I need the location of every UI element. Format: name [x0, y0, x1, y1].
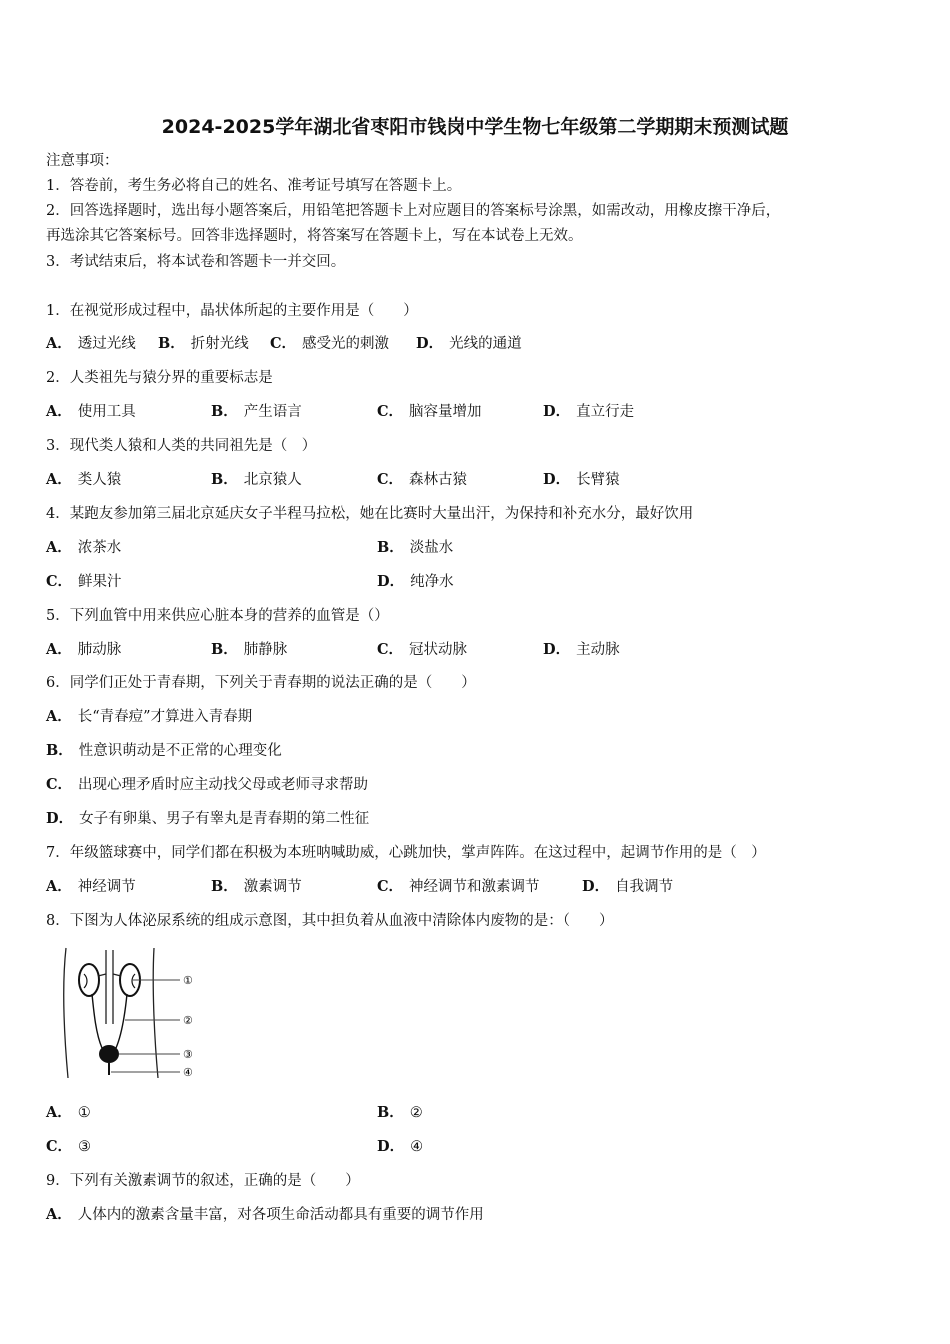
option-a[interactable]: A． ①	[46, 1104, 91, 1121]
option-d[interactable]: D． 纯净水	[377, 573, 454, 590]
question-stem: 8．下图为人体泌尿系统的组成示意图，其中担负着从血液中清除体内废物的是：（ ）	[46, 913, 614, 929]
option-b[interactable]: B． 折射光线	[158, 335, 249, 352]
option-b[interactable]: B． ②	[377, 1104, 423, 1121]
figure-label-2: ②	[183, 1014, 193, 1027]
question-stem: 2．人类祖先与猿分界的重要标志是	[46, 370, 273, 386]
question-stem: 3．现代类人猿和人类的共同祖先是（ ）	[46, 438, 317, 454]
option-d[interactable]: D． 女子有卵巢、男子有睾丸是青春期的第二性征	[46, 810, 370, 827]
option-a[interactable]: A． 神经调节	[46, 878, 136, 895]
option-c[interactable]: C． 鲜果汁	[46, 573, 122, 590]
option-d[interactable]: D． 自我调节	[582, 878, 674, 895]
question-stem: 4．某跑友参加第三届北京延庆女子半程马拉松，她在比赛时大量出汗，为保持和补充水分，最好饮用	[46, 506, 694, 522]
option-b[interactable]: B． 激素调节	[211, 878, 302, 895]
option-b[interactable]: B． 产生语言	[211, 403, 302, 420]
option-d[interactable]: D． 光线的通道	[416, 335, 522, 352]
question-stem: 1．在视觉形成过程中，晶状体所起的主要作用是（ ）	[46, 303, 418, 319]
option-b[interactable]: B． 肺静脉	[211, 641, 288, 658]
option-a[interactable]: A． 透过光线	[46, 335, 136, 352]
urinary-system-diagram	[58, 944, 208, 1080]
option-b[interactable]: B． 淡盐水	[377, 539, 454, 556]
figure-label-1: ①	[183, 974, 193, 987]
figure-label-4: ④	[183, 1066, 193, 1079]
option-a[interactable]: A． 浓茶水	[46, 539, 122, 556]
option-c[interactable]: C． ③	[46, 1138, 92, 1155]
option-c[interactable]: C． 感受光的刺激	[270, 335, 390, 352]
option-c[interactable]: C． 神经调节和激素调节	[377, 878, 540, 895]
option-b[interactable]: B． 北京猿人	[211, 471, 302, 488]
option-a[interactable]: A． 肺动脉	[46, 641, 122, 658]
option-d[interactable]: D． ④	[377, 1138, 424, 1155]
question-stem: 9．下列有关激素调节的叙述，正确的是（ ）	[46, 1173, 360, 1189]
question-stem: 5．下列血管中用来供应心脏本身的营养的血管是（）	[46, 608, 389, 624]
option-d[interactable]: D． 直立行走	[543, 403, 635, 420]
notice-line: 再选涂其它答案标号。回答非选择题时，将答案写在答题卡上，写在本试卷上无效。	[46, 228, 583, 244]
option-c[interactable]: C． 森林古猿	[377, 471, 468, 488]
option-a[interactable]: A． 使用工具	[46, 403, 136, 420]
option-c[interactable]: C． 出现心理矛盾时应主动找父母或老师寻求帮助	[46, 776, 369, 793]
option-d[interactable]: D． 主动脉	[543, 641, 620, 658]
option-d[interactable]: D． 长臂猿	[543, 471, 620, 488]
notice-line: 2．回答选择题时，选出每小题答案后，用铅笔把答题卡上对应题目的答案标号涂黑，如需改动，用橡皮擦干净后，	[46, 203, 781, 219]
page-title: 2024-2025学年湖北省枣阳市钱岗中学生物七年级第二学期期末预测试题	[161, 116, 789, 138]
question-stem: 6．同学们正处于青春期，下列关于青春期的说法正确的是（ ）	[46, 675, 476, 691]
option-b[interactable]: B． 性意识萌动是不正常的心理变化	[46, 742, 282, 759]
notice-line: 1．答卷前，考生务必将自己的姓名、准考证号填写在答题卡上。	[46, 178, 462, 194]
option-a[interactable]: A． 人体内的激素含量丰富，对各项生命活动都具有重要的调节作用	[46, 1206, 484, 1223]
option-c[interactable]: C． 脑容量增加	[377, 403, 482, 420]
figure-label-3: ③	[183, 1048, 193, 1061]
notice-heading: 注意事项：	[46, 153, 119, 169]
option-a[interactable]: A． 长“青春痘”才算进入青春期	[46, 708, 253, 725]
option-c[interactable]: C． 冠状动脉	[377, 641, 468, 658]
question-stem: 7．年级篮球赛中，同学们都在积极为本班呐喊助威，心跳加快，掌声阵阵。在这过程中，起调节作用的是（ ）	[46, 845, 766, 861]
option-a[interactable]: A． 类人猿	[46, 471, 122, 488]
notice-line: 3．考试结束后，将本试卷和答题卡一并交回。	[46, 254, 346, 270]
